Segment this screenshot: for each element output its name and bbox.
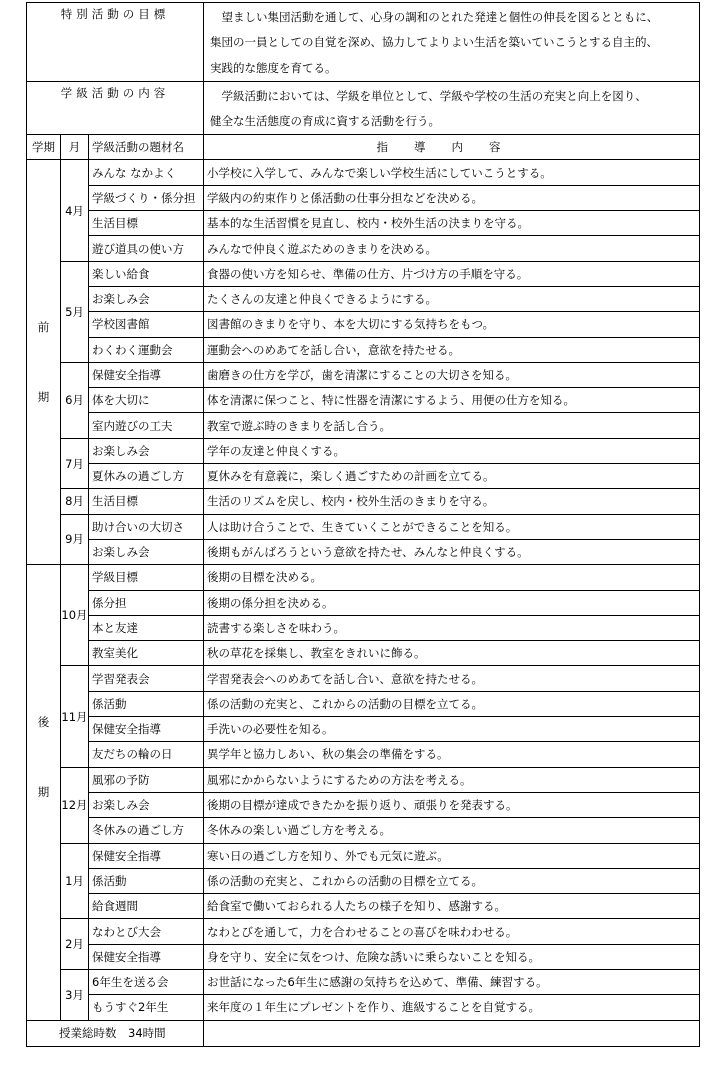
theme-cell: 学習発表会 bbox=[89, 666, 204, 691]
month-cell: 9月 bbox=[61, 514, 89, 565]
term-char: 期 bbox=[37, 390, 50, 405]
guide-cell: なわとびを通して，力を合わせることの喜びを味わわせる。 bbox=[204, 919, 700, 944]
guide-cell: 基本的な生活習慣を見直し、校内・校外生活の決まりを守る。 bbox=[204, 211, 700, 236]
guide-cell: 体を清潔に保つこと、特に性器を清潔にするよう、用便の仕方を知る。 bbox=[204, 388, 700, 413]
goal-text bbox=[204, 3, 700, 82]
theme-cell: 保健安全指導 bbox=[89, 362, 204, 387]
month-cell: 6月 bbox=[61, 362, 89, 438]
guide-cell: 寒い日の過ごし方を知り、外でも元気に遊ぶ。 bbox=[204, 843, 700, 868]
guide-cell: たくさんの友達と仲良くできるようにする。 bbox=[204, 286, 700, 311]
month-cell: 11月 bbox=[61, 666, 89, 767]
guide-cell: 来年度の１年生にプレゼントを作り、進級することを自覚する。 bbox=[204, 995, 700, 1020]
guide-cell: 小学校に入学して、みんなで楽しい学校生活にしていこうとする。 bbox=[204, 160, 700, 185]
guide-cell: 異学年と協力しあい、秋の集会の準備をする。 bbox=[204, 742, 700, 767]
term-char: 前 bbox=[37, 320, 50, 335]
theme-cell: お楽しみ会 bbox=[89, 539, 204, 564]
guide-cell: 教室で遊ぶ時のきまりを話し合う。 bbox=[204, 413, 700, 438]
content-label: 学級活動の内容 bbox=[27, 81, 204, 135]
guide-cell: 後期もがんばろうという意欲を持たせ、みんなと仲良くする。 bbox=[204, 539, 700, 564]
theme-cell: 生活目標 bbox=[89, 211, 204, 236]
month-cell: 8月 bbox=[61, 489, 89, 514]
guide-cell: 後期の目標を決める。 bbox=[204, 565, 700, 590]
content-line: 学級活動においては、学級を単位として、学級や学校の生活の充実と向上を図り、 bbox=[210, 88, 647, 103]
theme-cell: 6年生を送る会 bbox=[89, 969, 204, 994]
month-cell: 2月 bbox=[61, 919, 89, 970]
guide-cell: 運動会へのめあてを話し合い，意欲を持たせる。 bbox=[204, 337, 700, 362]
theme-cell: 保健安全指導 bbox=[89, 843, 204, 868]
goal-label: 特別活動の目標 bbox=[27, 3, 204, 82]
theme-cell: 遊び道具の使い方 bbox=[89, 236, 204, 261]
guide-cell: 夏休みを有意義に，楽しく過ごすための計画を立てる。 bbox=[204, 464, 700, 489]
guide-cell: 人は助け合うことで、生きていくことができることを知る。 bbox=[204, 514, 700, 539]
header-term: 学期 bbox=[27, 135, 61, 160]
guide-cell: 後期の目標が達成できたかを振り返り、頑張りを発表する。 bbox=[204, 792, 700, 817]
theme-cell: 保健安全指導 bbox=[89, 944, 204, 969]
theme-cell: もうすぐ2年生 bbox=[89, 995, 204, 1020]
goal-line: 実践的な態度を育てる。 bbox=[210, 60, 337, 75]
guide-cell: みんなで仲良く遊ぶためのきまりを決める。 bbox=[204, 236, 700, 261]
theme-cell: 保健安全指導 bbox=[89, 717, 204, 742]
theme-cell: なわとび大会 bbox=[89, 919, 204, 944]
guide-cell: 秋の草花を採集し、教室をきれいに飾る。 bbox=[204, 641, 700, 666]
guide-cell: 学年の友達と仲良くする。 bbox=[204, 438, 700, 463]
guide-cell: 歯磨きの仕方を学び，歯を清潔にすることの大切さを知る。 bbox=[204, 362, 700, 387]
guide-cell: 図書館のきまりを守り、本を大切にする気持ちをもつ。 bbox=[204, 312, 700, 337]
header-month: 月 bbox=[61, 135, 89, 160]
guide-cell: 係の活動の充実と、これからの活動の目標を立てる。 bbox=[204, 691, 700, 716]
goal-line: 集団の一員としての自覚を深め、協力してよりよい生活を築いていこうとする自主的、 bbox=[210, 35, 659, 50]
theme-cell: 給食週間 bbox=[89, 894, 204, 919]
guide-cell: 後期の係分担を決める。 bbox=[204, 590, 700, 615]
guide-cell: 係の活動の充実と、これからの活動の目標を立てる。 bbox=[204, 868, 700, 893]
month-cell: 12月 bbox=[61, 767, 89, 843]
theme-cell: 係活動 bbox=[89, 868, 204, 893]
content-line: 健全な生活態度の育成に資する活動を行う。 bbox=[210, 114, 440, 129]
theme-cell: 風邪の予防 bbox=[89, 767, 204, 792]
guide-cell: 生活のリズムを戻し、校内・校外生活のきまりを守る。 bbox=[204, 489, 700, 514]
theme-cell: 学級づくり・係分担 bbox=[89, 185, 204, 210]
theme-cell: 友だちの輪の日 bbox=[89, 742, 204, 767]
annual-plan-table bbox=[26, 2, 700, 1047]
theme-cell: 室内遊びの工夫 bbox=[89, 413, 204, 438]
theme-cell: 係活動 bbox=[89, 691, 204, 716]
total-empty-cell bbox=[204, 1020, 700, 1046]
guide-cell: 学級内の約束作りと係活動の仕事分担などを決める。 bbox=[204, 185, 700, 210]
theme-cell: お楽しみ会 bbox=[89, 286, 204, 311]
theme-cell: お楽しみ会 bbox=[89, 792, 204, 817]
theme-cell: 冬休みの過ごし方 bbox=[89, 818, 204, 843]
month-cell: 3月 bbox=[61, 969, 89, 1020]
month-cell: 4月 bbox=[61, 160, 89, 261]
theme-cell: 夏休みの過ごし方 bbox=[89, 464, 204, 489]
term-char: 期 bbox=[37, 785, 50, 800]
theme-cell: 係分担 bbox=[89, 590, 204, 615]
theme-cell: 楽しい給食 bbox=[89, 261, 204, 286]
total-hours: 授業総時数 34時間 bbox=[27, 1020, 204, 1046]
theme-cell: 生活目標 bbox=[89, 489, 204, 514]
goal-line: 望ましい集団活動を通して、心身の調和のとれた発達と個性の伸長を図るとともに、 bbox=[210, 10, 659, 24]
theme-cell: 助け合いの大切さ bbox=[89, 514, 204, 539]
guide-cell: 手洗いの必要性を知る。 bbox=[204, 717, 700, 742]
theme-cell: 体を大切に bbox=[89, 388, 204, 413]
guide-cell: 学習発表会へのめあてを話し合い、意欲を持たせる。 bbox=[204, 666, 700, 691]
guide-cell: 給食室で働いておられる人たちの様子を知り、感謝する。 bbox=[204, 894, 700, 919]
guide-cell: 風邪にかからないようにするための方法を考える。 bbox=[204, 767, 700, 792]
theme-cell: 学級目標 bbox=[89, 565, 204, 590]
guide-cell: 身を守り、安全に気をつけ、危険な誘いに乗らないことを知る。 bbox=[204, 944, 700, 969]
theme-cell: わくわく運動会 bbox=[89, 337, 204, 362]
month-cell: 1月 bbox=[61, 843, 89, 919]
guide-cell: 読書する楽しさを味わう。 bbox=[204, 615, 700, 640]
theme-cell: みんな なかよく bbox=[89, 160, 204, 185]
term-second bbox=[27, 565, 61, 1020]
theme-cell: 教室美化 bbox=[89, 641, 204, 666]
theme-cell: お楽しみ会 bbox=[89, 438, 204, 463]
theme-cell: 学校図書館 bbox=[89, 312, 204, 337]
month-cell: 7月 bbox=[61, 438, 89, 489]
content-text bbox=[204, 81, 700, 135]
term-char: 後 bbox=[37, 715, 50, 730]
guide-cell: 食器の使い方を知らせ、準備の仕方、片づけ方の手順を守る。 bbox=[204, 261, 700, 286]
guide-cell: お世話になった6年生に感謝の気持ちを込めて、準備、練習する。 bbox=[204, 969, 700, 994]
month-cell: 10月 bbox=[61, 565, 89, 666]
guide-cell: 冬休みの楽しい過ごし方を考える。 bbox=[204, 818, 700, 843]
header-guidance: 指導内容 bbox=[204, 135, 700, 160]
term-first bbox=[27, 160, 61, 565]
month-cell: 5月 bbox=[61, 261, 89, 362]
theme-cell: 本と友達 bbox=[89, 615, 204, 640]
header-theme: 学級活動の題材名 bbox=[89, 135, 204, 160]
